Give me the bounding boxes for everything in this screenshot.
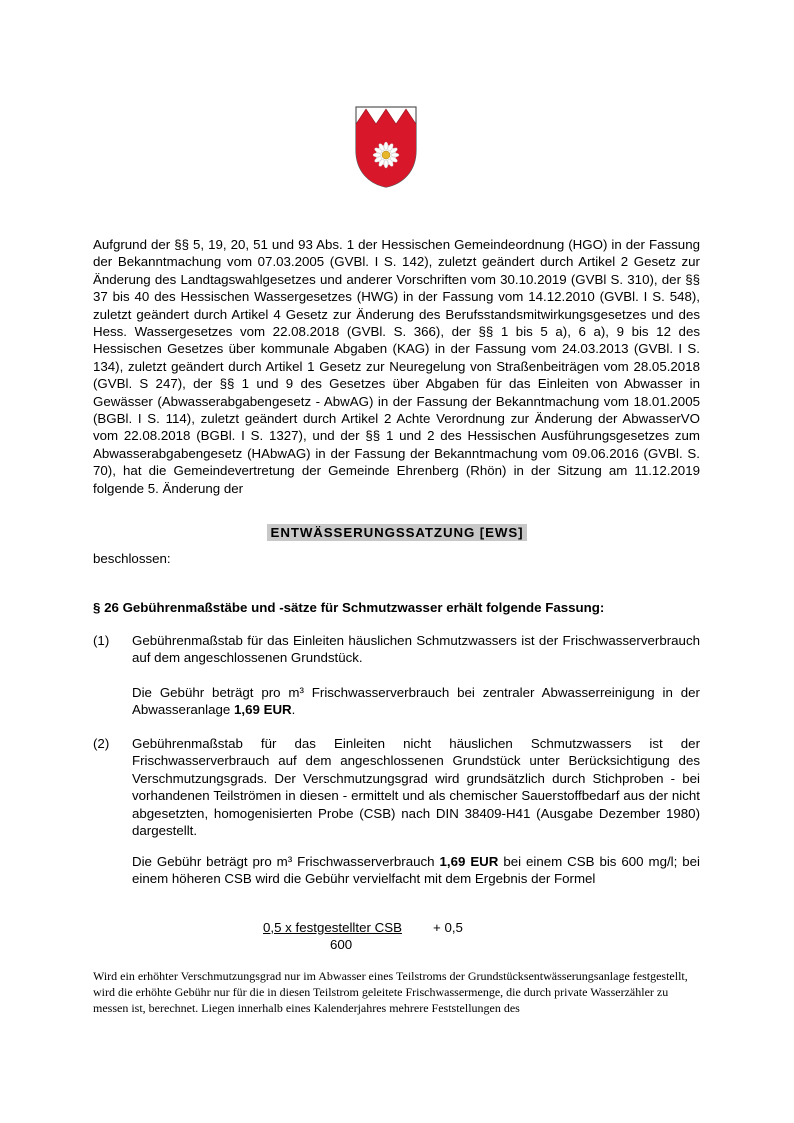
municipal-coat-of-arms: [355, 106, 417, 188]
document-title-row: [0, 524, 794, 542]
paragraph-2-fee: [132, 853, 700, 888]
fee-text: Die Gebühr beträgt pro m³ Frischwasserverbrauch: [132, 854, 440, 869]
fee-text-end: .: [291, 702, 296, 718]
legal-basis-preamble: Aufgrund der §§ 5, 19, 20, 51 und 93 Abs. 1 der Hessischen Gemeindeordnung (HGO) in der Fassung der Bekanntmachung vom 07.03.2005 (GVBl. I S. 142), zuletzt geändert durch Artikel 2 Gesetz zur Änderung des Landtagswahlgesetzes und anderer Vorschriften vom 30.10.2019 (GVBl S. 310), der §§ 37 bis 40 des Hessischen Wassergesetzes (HWG) in der Fassung vom 14.12.2010 (GVBl. I S. 548), zuletzt geändert durch Artikel 4 Gesetz zur Änderung des Berufsstandsmitwirkungsgesetzes und des Hess. Wassergesetzes vom 22.08.2018 (GVBl. S. 366), der §§ 1 bis 5 a), 6 a), 9 bis 12 des Hessischen Gesetzes über kommunale Abgaben (KAG) in der Fassung vom 24.03.2013 (GVBl. I S. 134), zuletzt geändert durch Artikel 1 Gesetz zur Neuregelung von Straßenbeiträgen vom 28.05.2018 (GVBl. S 247), der §§ 1 und 9 des Gesetzes über Abgaben für das Einleiten von Abwasser in Gewässer (Abwasserabgabengesetz - AbwAG) in der Fassung der Bekanntmachung vom 18.01.2005 (BGBl. I S. 114), zuletzt geändert durch Artikel 2 Achte Verordnung zur Änderung der AbwasserVO vom 22.08.2018 (BGBl. I S. 1327), und der §§ 1 und 2 des Hessischen Ausführungsgesetzes zum Abwasserabgabengesetz (HAbwAG) in der Fassung der Bekanntmachung vom 09.06.2016 (GVBl. S. 70), hat die Gemeindevertretung der Gemeinde Ehrenberg (Rhön) in der Sitzung am 11.12.2019 folgende 5. Änderung der: [93, 237, 700, 496]
paragraph-1-fee: [132, 684, 700, 719]
formula-addend: + 0,5: [433, 920, 463, 935]
document-title: ENTWÄSSERUNGSSATZUNG [EWS]: [267, 524, 528, 541]
fee-amount: 1,69 EUR: [234, 702, 292, 718]
fee-text: Die Gebühr beträgt pro m³ Frischwasserverbrauch bei zentraler Abwasserreinigung in der Abwasseranlage: [132, 685, 700, 718]
section-heading: § 26 Gebührenmaßstäbe und -sätze für Schmutzwasser erhält folgende Fassung:: [93, 600, 605, 615]
fee-amount: 1,69 EUR: [439, 854, 499, 869]
resolution-label: beschlossen:: [93, 551, 171, 566]
paragraph-2-text: Gebührenmaßstab für das Einleiten nicht häuslichen Schmutzwassers ist der Frischwasserverbrauch auf dem angeschlossenen Grundstück unter Berücksichtigung des Verschmutzungsgrads. Der Verschmutzungsgrad wird grundsätzlich durch Stichproben - bei vorhandenen Teilströmen in diesen - ermittelt und als chemischer Sauerstoffbedarf aus der nicht abgesetzten, homogenisierten Probe (CSB) nach DIN 38409-H41 (Ausgabe Dezember 1980) dargestellt.: [132, 736, 700, 839]
fee-text-end: bei einem CSB bis 600 mg/l; bei einem höheren CSB wird die Gebühr vervielfacht mit dem Ergebnis der Formel: [132, 854, 701, 887]
paragraph-number-1: (1): [93, 633, 110, 648]
formula-numerator: 0,5 x festgestellter CSB: [263, 920, 402, 935]
formula-denominator: 600: [330, 937, 353, 952]
continuation-text: Wird ein erhöhter Verschmutzungsgrad nur im Abwasser eines Teilstroms der Grundstücksentwässerungsanlage festgestellt, wird die erhöhte Gebühr nur für die in diesen Teilstrom geleitete Frischwassermenge, die durch private Wasserzähler zu messen ist, berechnet. Liegen innerhalb eines Kalenderjahres mehrere Feststellungen des: [93, 969, 688, 1015]
paragraph-1-text: Gebührenmaßstab für das Einleiten häuslichen Schmutzwassers ist der Frischwasserverbrauch auf dem angeschlossenen Grundstück.: [132, 633, 700, 666]
paragraph-number-2: (2): [93, 736, 110, 751]
